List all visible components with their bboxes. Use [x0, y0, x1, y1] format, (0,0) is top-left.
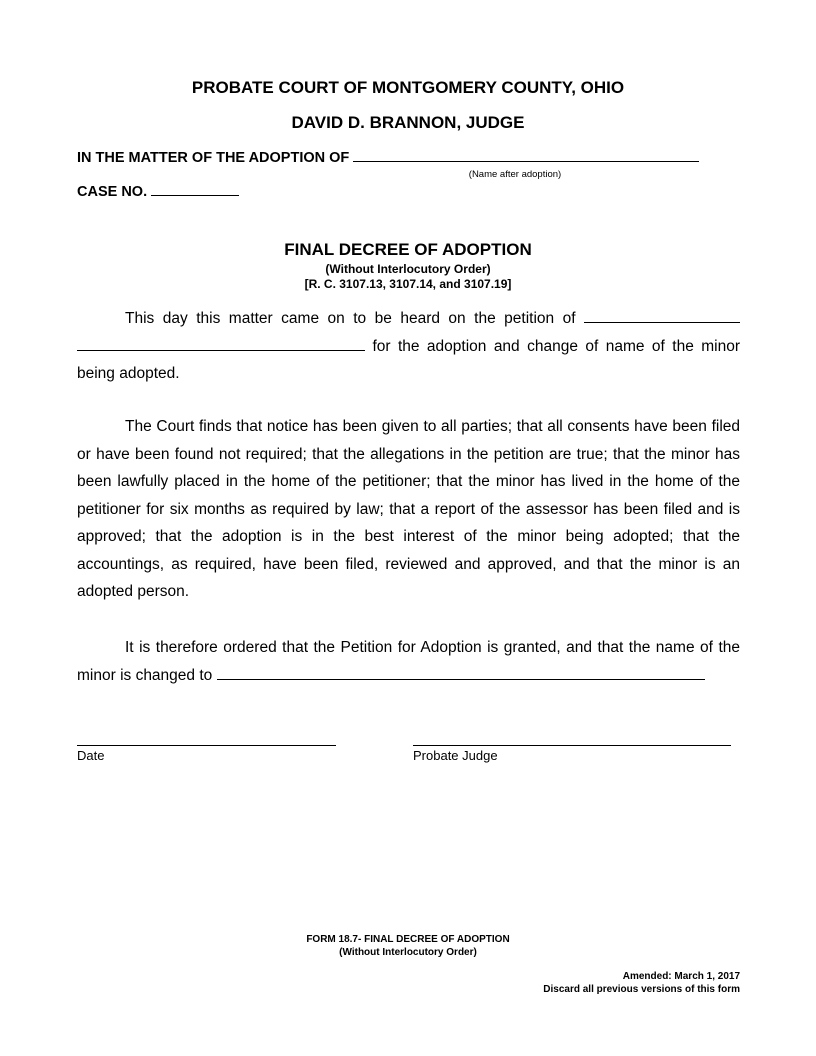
- date-signature-line[interactable]: [77, 745, 336, 746]
- findings-paragraph: [77, 413, 740, 606]
- findings-text: The Court finds that notice has been given to all parties; that all consents have been filed or have been found not required; that the allegations in the petition are true; that the minor has been lawfully placed in the home of the petitioner; that the minor has lived in the home of the petitioner for six months as required by law; that a report of the assessor has been filed and is approved; that the adoption is in the best interest of the minor being adopted; that the accountings, as required, have been filed, reviewed and approved, and that the minor is an adopted person.: [77, 418, 740, 600]
- court-name: PROBATE COURT OF MONTGOMERY COUNTY, OHIO: [191, 78, 625, 97]
- case-number-field[interactable]: [151, 195, 239, 196]
- petition-text-start: This day this matter came on to be heard on the petition of: [125, 310, 576, 327]
- petitioner-name-field-2[interactable]: [77, 350, 365, 351]
- adoption-matter-line: [77, 150, 699, 166]
- order-text: It is therefore ordered that the Petition for Adoption is granted, and that the name of the minor is changed to: [77, 639, 740, 684]
- order-paragraph: [77, 634, 740, 689]
- probate-judge-label: Probate Judge: [413, 748, 498, 763]
- discard-notice: Discard all previous versions of this form: [543, 984, 740, 995]
- document-title: FINAL DECREE OF ADOPTION: [284, 240, 532, 259]
- petitioner-name-field-1[interactable]: [584, 322, 740, 323]
- form-subtitle: (Without Interlocutory Order): [339, 947, 477, 958]
- amended-date: Amended: March 1, 2017: [622, 971, 740, 982]
- form-number: FORM 18.7- FINAL DECREE OF ADOPTION: [306, 934, 510, 945]
- statute-reference: [R. C. 3107.13, 3107.14, and 3107.19]: [304, 277, 512, 291]
- judge-name: DAVID D. BRANNON, JUDGE: [291, 113, 525, 132]
- judge-signature-line[interactable]: [413, 745, 731, 746]
- name-after-adoption-caption: (Name after adoption): [468, 169, 562, 180]
- petition-paragraph: [77, 305, 740, 388]
- matter-label: IN THE MATTER OF THE ADOPTION OF: [77, 150, 350, 166]
- case-number-line: [77, 184, 239, 200]
- document-subtitle: (Without Interlocutory Order): [325, 262, 491, 276]
- date-label: Date: [77, 748, 105, 763]
- new-name-field[interactable]: [217, 679, 705, 680]
- petition-text-end: for the adoption and change of name of the minor being adopted.: [77, 337, 741, 382]
- case-number-label: CASE NO.: [77, 184, 148, 200]
- adoptee-name-field[interactable]: [353, 161, 699, 162]
